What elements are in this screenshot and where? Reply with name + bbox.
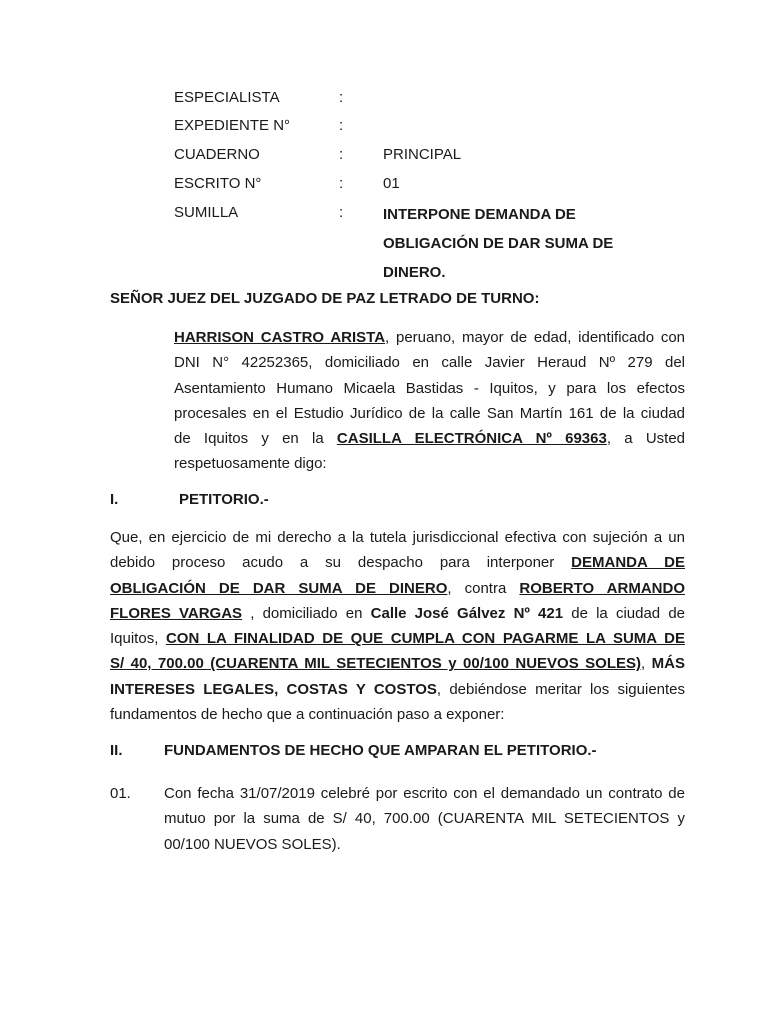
defendant-address: Calle José Gálvez Nº 421 — [370, 604, 564, 622]
defendant-name: ROBERTO ARMANDO — [519, 579, 685, 597]
intro-line — [174, 426, 685, 451]
fundamento-paragraph — [164, 781, 685, 857]
petitorio-line — [110, 651, 685, 676]
claim-extras: MÁS — [651, 655, 685, 673]
petitorio-text: Iquitos, — [110, 630, 166, 648]
petitorio-text: , debiéndose meritar los siguientes — [436, 680, 686, 698]
fundamento-num-text: 01. — [110, 785, 131, 802]
escrito-colon: : — [339, 175, 344, 192]
petitorio-text: debido proceso acudo a su despacho para interponer — [110, 554, 572, 572]
petitorio-line: Que, en ejercicio de mi derecho a la tutela jurisdiccional efectiva con sujeción a un — [110, 529, 685, 546]
casilla-electronica: CASILLA ELECTRÓNICA Nº 69363 — [336, 430, 607, 448]
intro-line: Asentamiento Humano Micaela Bastidas - Iquitos, y para los efectos — [174, 379, 685, 397]
claim-purpose: CON LA FINALIDAD DE QUE CUMPLA CON PAGARME LA SUMA DE — [165, 630, 685, 648]
cuaderno-label: CUADERNO — [174, 146, 260, 163]
petitorio-text: , contra — [447, 579, 520, 597]
section-title: PETITORIO.- — [179, 491, 269, 508]
section-fundamentos-heading — [110, 740, 685, 762]
sumilla-label: SUMILLA — [174, 204, 239, 221]
sumilla-line: INTERPONE DEMANDA DE — [383, 206, 576, 223]
intro-paragraph — [174, 325, 685, 477]
fundamento-number — [110, 783, 131, 805]
addressee: SEÑOR JUEZ DEL JUZGADO DE PAZ LETRADO DE TURNO: — [110, 290, 540, 307]
section-title: FUNDAMENTOS DE HECHO QUE AMPARAN EL PETITORIO.- — [164, 742, 597, 759]
plaintiff-name: HARRISON CASTRO ARISTA — [174, 329, 386, 346]
intro-line: respetuosamente digo: — [174, 455, 327, 473]
sumilla-line: OBLIGACIÓN DE DAR SUMA DE — [383, 235, 614, 252]
section-number: II. — [110, 742, 123, 759]
petitorio-text: de la ciudad de — [563, 604, 685, 622]
sumilla-colon: : — [339, 204, 344, 221]
especialista-colon: : — [339, 89, 344, 106]
especialista-label: ESPECIALISTA — [174, 89, 280, 106]
fundamento-line: Con fecha 31/07/2019 celebré por escrito con el demandado un contrato de — [164, 785, 685, 802]
expediente-colon: : — [339, 117, 344, 134]
defendant-name: FLORES VARGAS — [110, 604, 243, 622]
demanda-type: OBLIGACIÓN DE DAR SUMA DE DINERO — [110, 579, 448, 597]
intro-text: de Iquitos y en la — [174, 430, 337, 448]
intro-line: DNI N° 42252365, domiciliado en calle Javier Heraud Nº 279 del — [174, 354, 685, 372]
petitorio-paragraph — [110, 525, 685, 727]
cuaderno-colon: : — [339, 146, 344, 163]
petitorio-text: , domiciliado en — [242, 604, 371, 622]
sumilla-value — [383, 200, 663, 287]
fundamento-line: mutuo por la suma de S/ 40, 700.00 (CUARENTA MIL SETECIENTOS y — [164, 810, 685, 828]
claim-extras: INTERESES LEGALES, COSTAS Y COSTOS — [110, 680, 437, 698]
intro-text: , peruano, mayor de edad, identificado con — [385, 329, 685, 346]
petitorio-line — [110, 626, 685, 651]
intro-text: , a Usted — [606, 430, 686, 448]
escrito-label: ESCRITO N° — [174, 175, 262, 192]
section-number: I. — [110, 491, 119, 508]
petitorio-line — [110, 677, 685, 702]
petitorio-line — [110, 576, 685, 601]
sumilla-line: DINERO. — [383, 264, 446, 281]
intro-line — [174, 325, 685, 350]
escrito-value: 01 — [383, 175, 400, 192]
demanda-type: DEMANDA DE — [571, 554, 685, 572]
petitorio-line — [110, 601, 685, 626]
intro-line: procesales en el Estudio Jurídico de la calle San Martín 161 de la ciudad — [174, 404, 685, 422]
cuaderno-value: PRINCIPAL — [383, 146, 462, 163]
petitorio-text: , — [641, 655, 652, 673]
section-petitorio-heading — [110, 489, 670, 511]
petitorio-line: fundamentos de hecho que a continuación paso a exponer: — [110, 706, 505, 724]
claim-amount: S/ 40, 700.00 (CUARENTA MIL SETECIENTOS y 00/100 NUEVOS SOLES) — [110, 655, 642, 673]
petitorio-line — [110, 550, 685, 575]
expediente-label: EXPEDIENTE N° — [174, 117, 291, 134]
fundamento-line: 00/100 NUEVOS SOLES). — [164, 835, 341, 853]
